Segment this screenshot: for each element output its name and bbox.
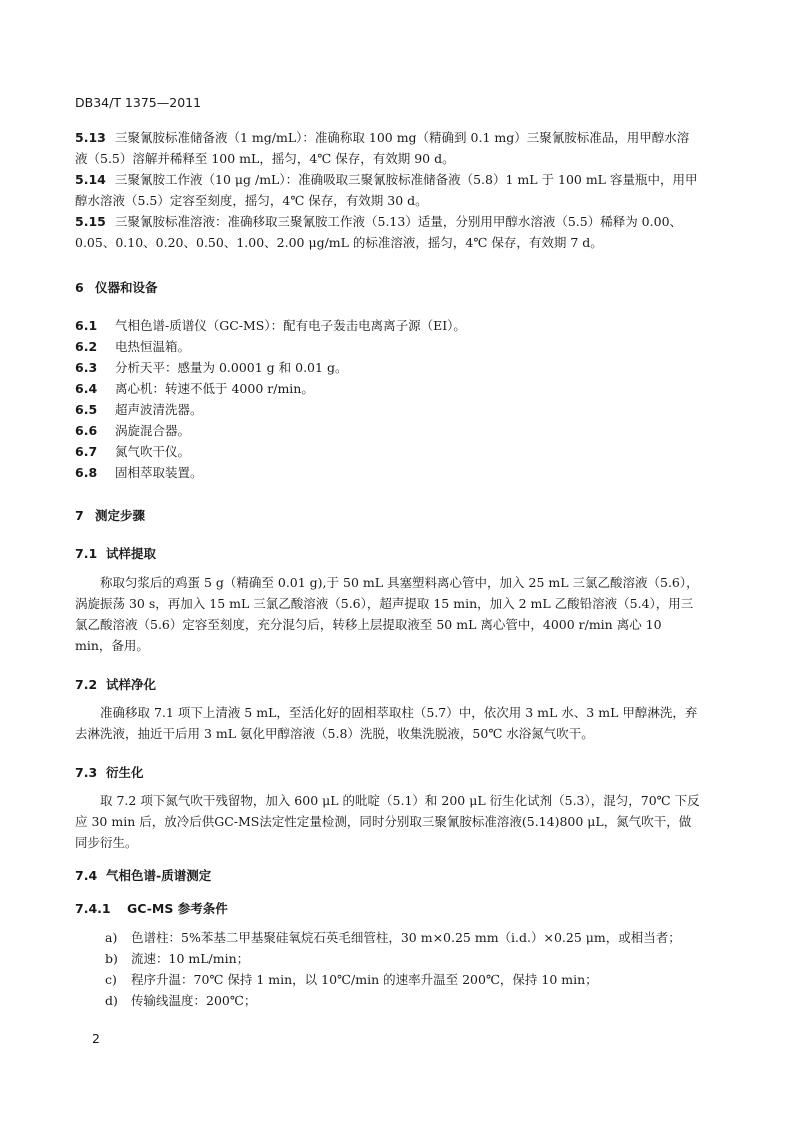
subsection-heading-7-4 <box>75 865 701 886</box>
item-text: 氮气吹干仪。 <box>115 444 191 459</box>
subsection-title: 试样提取 <box>106 546 157 561</box>
subsection-number: 7.3 <box>75 765 98 780</box>
clause-text: 三聚氰胺标准溶液：准确移取三聚氰胺工作液（5.13）适量，分别用甲醇水溶液（5.5）稀释为 0.00、0.05、0.10、0.20、0.50、1.00、2.00 μg/mL 的标准溶液，摇匀，4℃ 保存，有效期 7 d。 <box>75 214 683 250</box>
page-content <box>75 127 701 1011</box>
item-text: 程序升温：70℃ 保持 1 min，以 10℃/min 的速率升温至 200℃，保持 10 min； <box>131 972 598 987</box>
clause-text: 三聚氰胺工作液（10 μg /mL）：准确吸取三聚氰胺标准储备液（5.8）1 mL 于 100 mL 容量瓶中，用甲醇水溶液（5.5）定容至刻度，摇匀，4℃ 保存，有效期 30 d。 <box>75 172 698 208</box>
list-item <box>75 399 701 420</box>
subsection-title: 气相色谱-质谱测定 <box>106 868 212 883</box>
equipment-list <box>75 315 701 483</box>
subsection-title: 试样净化 <box>106 677 157 692</box>
item-number: 6.5 <box>75 402 98 417</box>
list-item <box>75 420 701 441</box>
section-number: 7 <box>75 508 84 523</box>
item-label: c) <box>105 972 117 987</box>
list-item <box>75 357 701 378</box>
item-text: 传输线温度：200℃； <box>131 993 257 1008</box>
clause-number: 5.13 <box>75 130 106 145</box>
subsection-title: GC-MS 参考条件 <box>127 901 228 916</box>
item-number: 6.6 <box>75 423 98 438</box>
item-text: 固相萃取装置。 <box>115 465 203 480</box>
subsection-number: 7.2 <box>75 677 98 692</box>
gcms-conditions-list <box>75 927 701 1011</box>
clause-text: 三聚氰胺标准储备液（1 mg/mL）：准确称取 100 mg（精确到 0.1 mg）三聚氰胺标准品，用甲醇水溶液（5.5）溶解并稀释至 100 mL，摇匀，4℃ 保存，有效期 90 d。 <box>75 130 690 166</box>
item-number: 6.1 <box>75 318 98 333</box>
standard-code: DB34/T 1375—2011 <box>75 95 202 110</box>
list-item <box>75 990 701 1011</box>
item-number: 6.4 <box>75 381 98 396</box>
subsection-number: 7.4 <box>75 868 98 883</box>
item-label: a) <box>105 930 118 945</box>
paragraph-7-2: 准确移取 7.1 项下上清液 5 mL，至活化好的固相萃取柱（5.7）中，依次用 3 mL 水、3 mL 甲醇淋洗，弃去淋洗液，抽近干后用 3 mL 氨化甲醇溶液（5.8）洗脱，收集洗脱液，50℃ 水浴氮气吹干。 <box>75 705 698 741</box>
list-item <box>75 927 701 948</box>
subsection-heading-7-3 <box>75 762 701 783</box>
item-text: 分析天平：感量为 0.0001 g 和 0.01 g。 <box>115 360 348 375</box>
section-number: 6 <box>75 280 84 295</box>
subsection-heading-7-2 <box>75 674 701 695</box>
section-heading-7 <box>75 505 701 526</box>
item-text: 涡旋混合器。 <box>115 423 191 438</box>
item-number: 6.8 <box>75 465 98 480</box>
item-number: 6.2 <box>75 339 98 354</box>
item-text: 色谱柱：5%苯基二甲基聚硅氧烷石英毛细管柱，30 m×0.25 mm（i.d.）×0.25 μm，或相当者； <box>131 930 681 945</box>
item-number: 6.7 <box>75 444 98 459</box>
list-item <box>75 378 701 399</box>
list-item <box>75 462 701 483</box>
clause-5-14 <box>75 169 701 211</box>
item-text: 电热恒温箱。 <box>115 339 191 354</box>
subsection-heading-7-1 <box>75 543 701 564</box>
item-label: d) <box>105 993 118 1008</box>
subsection-number: 7.1 <box>75 546 98 561</box>
list-item <box>75 969 701 990</box>
section-title: 测定步骤 <box>95 508 146 523</box>
clause-number: 5.14 <box>75 172 106 187</box>
list-item <box>75 315 701 336</box>
item-text: 流速：10 mL/min； <box>131 951 250 966</box>
section-heading-6 <box>75 277 701 298</box>
clause-5-15 <box>75 211 701 253</box>
clause-5-13 <box>75 127 701 169</box>
item-number: 6.3 <box>75 360 98 375</box>
page-number: 2 <box>92 1031 100 1046</box>
section-title: 仪器和设备 <box>95 280 158 295</box>
list-item <box>75 441 701 462</box>
paragraph-7-1: 称取匀浆后的鸡蛋 5 g（精确至 0.01 g),于 50 mL 具塞塑料离心管中，加入 25 mL 三氯乙酸溶液（5.6），涡旋振荡 30 s，再加入 15 mL 三氯乙酸溶液（5.6），超声提取 15 min，加入 2 mL 乙酸铅溶液（5.4），用三氯乙酸溶液（5.6）定容至刻度，充分混匀后，转移上层提取液至 50 mL 离心管中，4000 r/min 离心 10 min，备用。 <box>75 575 699 653</box>
subsection-number: 7.4.1 <box>75 901 111 916</box>
clause-number: 5.15 <box>75 214 106 229</box>
paragraph-7-3: 取 7.2 项下氮气吹干残留物，加入 600 μL 的吡啶（5.1）和 200 μL 衍生化试剂（5.3），混匀，70℃ 下反应 30 min 后，放冷后供GC-MS法定性定量检测，同时分别取三聚氰胺标准溶液(5.14)800 μL，氮气吹干，做同步衍生。 <box>75 793 700 850</box>
list-item <box>75 336 701 357</box>
subsection-title: 衍生化 <box>106 765 144 780</box>
subsection-heading-7-4-1 <box>75 898 701 919</box>
item-text: 超声波清洗器。 <box>115 402 203 417</box>
item-label: b) <box>105 951 118 966</box>
item-text: 离心机：转速不低于 4000 r/min。 <box>115 381 314 396</box>
item-text: 气相色谱-质谱仪（GC-MS）：配有电子轰击电离离子源（EI）。 <box>115 318 466 333</box>
list-item <box>75 948 701 969</box>
